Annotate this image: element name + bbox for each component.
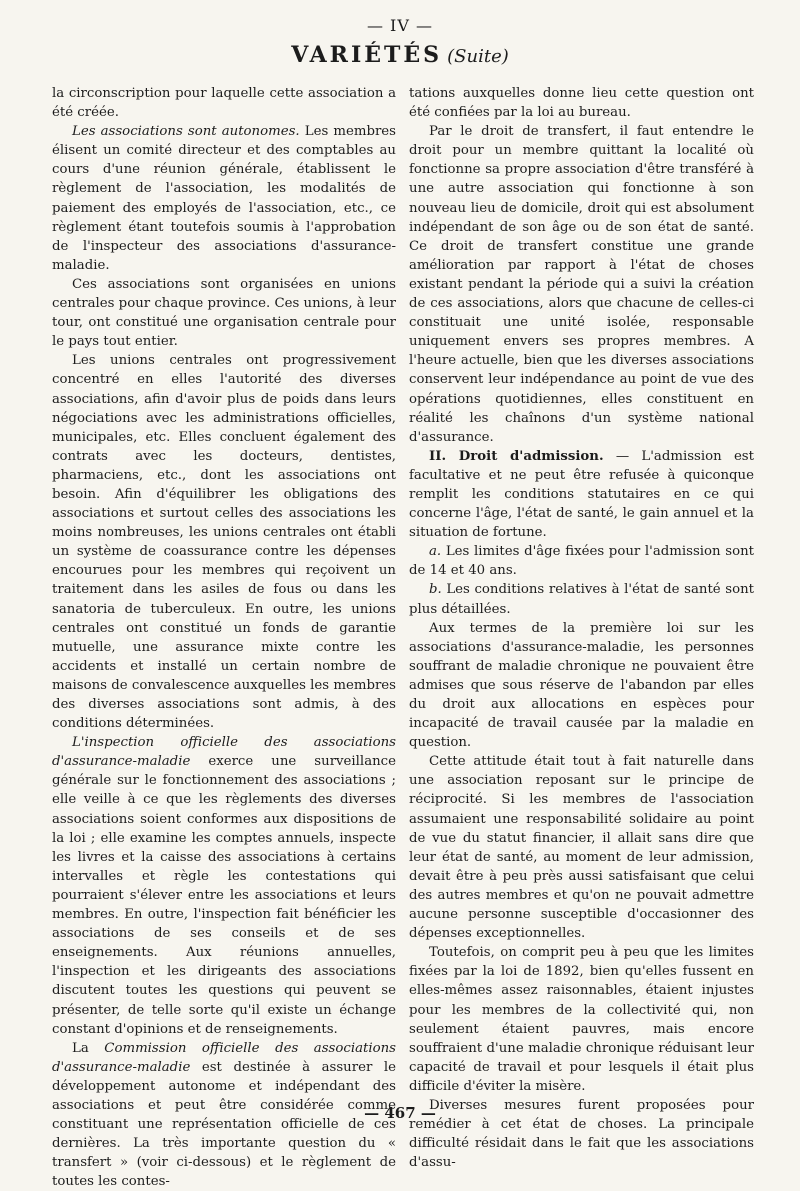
- italic-lead: Les associations sont autonomes.: [72, 124, 300, 140]
- list-label: b.: [429, 582, 442, 598]
- section-heading: II. Droit d'admission.: [429, 448, 604, 464]
- paragraph-text: Les conditions relatives à l'état de santé sont plus détaillées.: [409, 582, 754, 617]
- page-number: — 467 —: [364, 1104, 436, 1122]
- page-roman-numeral: — IV —: [366, 16, 434, 35]
- list-label: a.: [429, 544, 442, 560]
- left-column: [52, 84, 396, 1191]
- paragraph: Toutefois, on comprit peu à peu que les limites fixées par la loi de 1892, bien qu'elles fussent en elles-mêmes assez raisonnables, étaient injustes pour les membres de la collectivité qui, non seulement étaient pauvres, mais encore souffraient d'une maladie chronique réduisant leur capacité de travail et pour lesquels il était plus difficile d'éviter la misère.: [409, 945, 754, 1094]
- paragraph: Les unions centrales ont progressivement concentré en elles l'autorité des diverses associations, afin d'avoir plus de poids dans leurs négociations avec les administrations officielles, municipales, etc. Elles concluent également des contrats avec les docteurs, dentistes, pharmaciens, etc., dont les associations ont besoin. Afin d'équilibrer les obligations des associations et surtout celles des associations les moins nombreuses, les unions centrales ont établi un système de coassurance contre les dépenses encourues pour les membres qui reçoivent un traitement dans les asiles de fous ou dans les sanatoria de tuberculeux. En outre, les unions centrales ont constitué un fonds de garantie mutuelle, une assurance mixte contre les accidents et installé un certain nombre de maisons de convalescence auxquelles les membres des diverses associations sont admis, à des conditions déterminées.: [52, 353, 396, 732]
- paragraph: Ces associations sont organisées en unions centrales pour chaque province. Ces unions, à leur tour, ont constitué une organisation centrale pour le pays tout entier.: [52, 276, 396, 350]
- paragraph-text: est destinée à assurer le développement autonome et indépendant des associations et peut être considérée comme constituant une représentation officielle de ces dernières. La très importante question du « transfert » (voir ci-dessous) et le règlement de toutes les contes-: [52, 1059, 396, 1190]
- paragraph-text: exerce une surveillance générale sur le fonctionnement des associations ; elle veille à ce que les règlements des diverses associations soient conformes aux dispositions de la loi ; elle examine les comptes annuels, inspecte les livres et la caisse des associations à certains intervalles et règle les contestations qui pourraient s'élever entre les associations et leurs membres. En outre, l'inspection fait bénéficier les associations de ses conseils et de ses enseignements. Aux réunions annuelles, l'inspection et les dirigeants des associations discutent toutes les questions qui peuvent se présenter, de telle sorte qu'il existe un échange constant d'opinions et de renseignements.: [52, 754, 396, 1037]
- paragraph: Diverses mesures furent proposées pour remédier à cet état de choses. La principale difficulté résidait dans le fait que les associations d'assu-: [409, 1097, 754, 1171]
- right-column: [409, 84, 754, 1172]
- paragraph: Cette attitude était tout à fait naturelle dans une association reposant sur le principe de réciprocité. Si les membres de l'association assumaient une responsabilité solidaire au point de vue du statut financier, il allait sans dire que leur état de santé, au moment de leur admission, devait être à peu près aussi satisfaisant que celui des autres membres et qu'on ne pouvait admettre aucune personne susceptible d'occasionner des dépenses exceptionnelles.: [409, 754, 754, 942]
- title-suite: (Suite): [447, 46, 509, 67]
- paragraph-text: La: [72, 1040, 105, 1056]
- paragraph: Aux termes de la première loi sur les associations d'assurance-maladie, les personnes souffrant de maladie chronique ne pouvaient être admises que sous réserve de l'abandon par elles du droit aux allocations en espèces pour incapacité de travail causée par la maladie en question.: [409, 620, 754, 751]
- paragraph-text: — L'admission est facultative et ne peut être refusée à quiconque remplit les conditions statutaires en ce qui concerne l'âge, l'état de santé, le gain annuel et la situation de fortune.: [409, 448, 754, 541]
- paragraph-text: Les membres élisent un comité directeur et des comptables au cours d'une réunion générale, établissent le règlement de l'association, les modalités de paiement des employés de l'association, etc., ce règlement étant toutefois soumis à l'approbation de l'inspecteur des associations d'assurance-maladie.: [52, 124, 396, 273]
- paragraph: [52, 733, 396, 1039]
- page-title: [0, 42, 800, 68]
- paragraph: [409, 542, 754, 580]
- paragraph: la circonscription pour laquelle cette association a été créée.: [52, 86, 396, 121]
- paragraph: [409, 447, 754, 542]
- italic-lead: Commission officielle des associations d'assurance-maladie: [52, 1040, 396, 1075]
- paragraph: [409, 580, 754, 618]
- paragraph: [52, 122, 396, 275]
- italic-lead: L'inspection officielle des associations d'assurance-maladie: [52, 735, 396, 770]
- title-main: VARIÉTÉS: [291, 42, 443, 68]
- paragraph: Par le droit de transfert, il faut entendre le droit pour un membre quittant la localité où fonctionne sa propre association d'être transféré à une autre association qui fonctionne à son nouveau lieu de domicile, droit qui est absolument indépendant de son âge ou de son état de santé. Ce droit de transfert constitue une grande amélioration par rapport à l'état de choses existant pendant la période qui a suivi la création de ces associations, alors que chacune de celles-ci constituait une unité isolée, responsable uniquement envers ses propres membres. A l'heure actuelle, bien que les diverses associations conservent leur indépendance au point de vue des opérations quotidiennes, elles constituent en réalité les chaînons d'un système national d'assurance.: [409, 124, 754, 445]
- paragraph-text: Les limites d'âge fixées pour l'admission sont de 14 et 40 ans.: [409, 544, 754, 579]
- paragraph: tations auxquelles donne lieu cette question ont été confiées par la loi au bureau.: [409, 86, 754, 121]
